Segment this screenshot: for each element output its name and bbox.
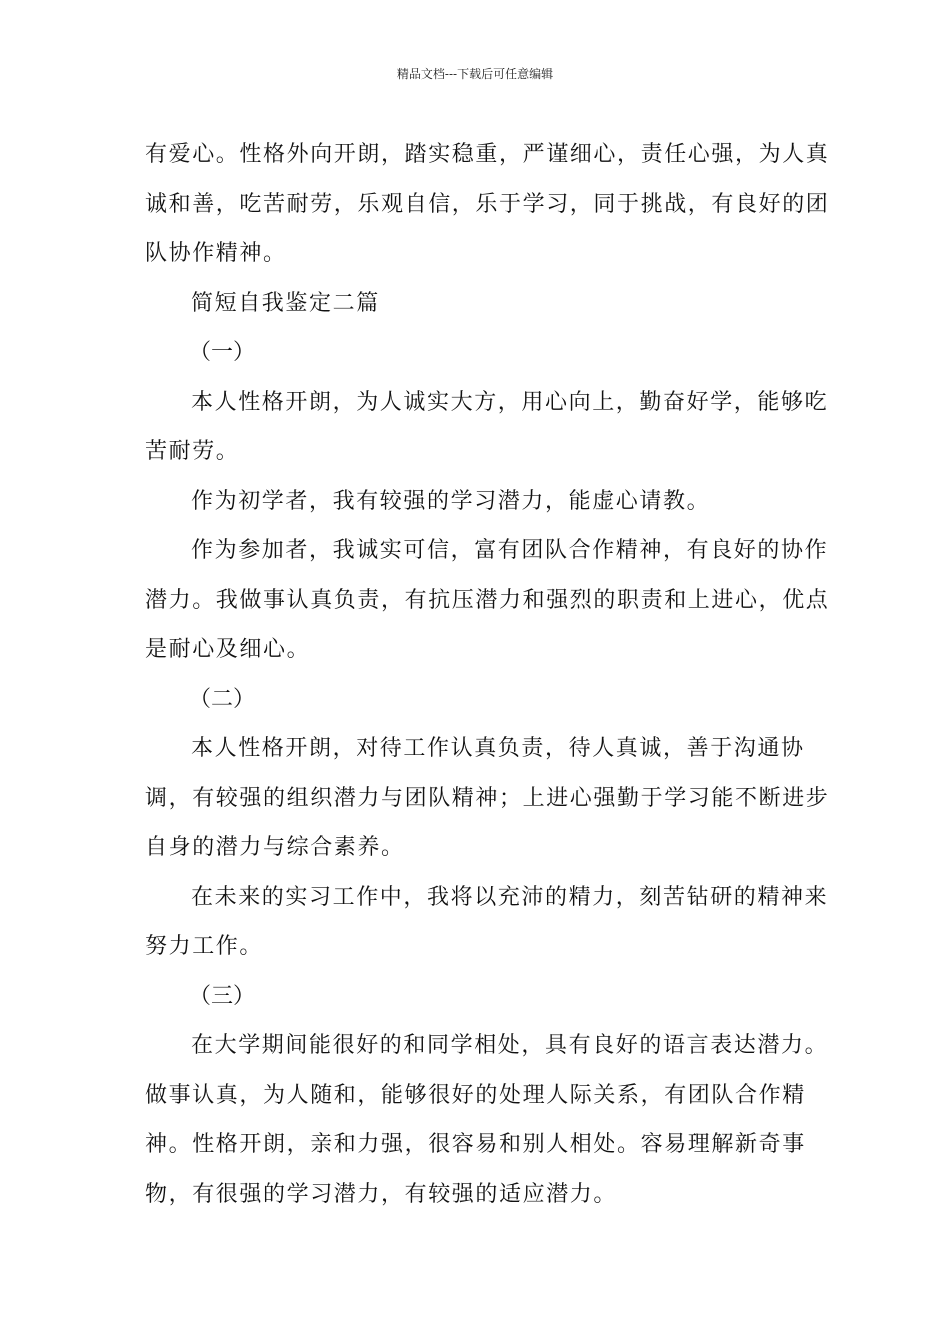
paragraph-4: 本人性格开朗，对待工作认真负责，待人真诚，善于沟通协调，有较强的组织潜力与团队精神；上进心强勤于学习能不断进步自身的潜力与综合素养。 (145, 736, 830, 860)
section-marker-3: （三） (189, 983, 256, 1009)
paragraph-1: 本人性格开朗，为人诚实大方，用心向上，勤奋好学，能够吃苦耐劳。 (145, 389, 829, 464)
section-marker-2: （二） (189, 686, 256, 712)
paragraph-5: 在未来的实习工作中，我将以充沛的精力，刻苦钻研的精神来努力工作。 (145, 884, 829, 959)
paragraph-6: 在大学期间能很好的和同学相处，具有良好的语言表达潜力。做事认真，为人随和，能够很好的处理人际关系，有团队合作精神。性格开朗，亲和力强，很容易和别人相处。容易理解新奇事物，有很强的学习潜力，有较强的适应潜力。 (145, 1033, 829, 1207)
paragraph-3: 作为参加者，我诚实可信，富有团队合作精神，有良好的协作潜力。我做事认真负责，有抗压潜力和强烈的职责和上进心，优点是耐心及细心。 (145, 538, 830, 662)
page-header: 精品文档---下载后可任意编辑 (396, 67, 554, 81)
paragraph-continued: 有爱心。性格外向开朗，踏实稳重，严谨细心，责任心强，为人真诚和善，吃苦耐劳，乐观自信，乐于学习，同于挑战，有良好的团队协作精神。 (145, 142, 830, 266)
document-body (145, 130, 835, 1219)
paragraph-2: 作为初学者，我有较强的学习潜力，能虚心请教。 (191, 488, 711, 514)
section-title: 简短自我鉴定二篇 (191, 290, 380, 316)
section-marker-1: （一） (189, 340, 256, 365)
